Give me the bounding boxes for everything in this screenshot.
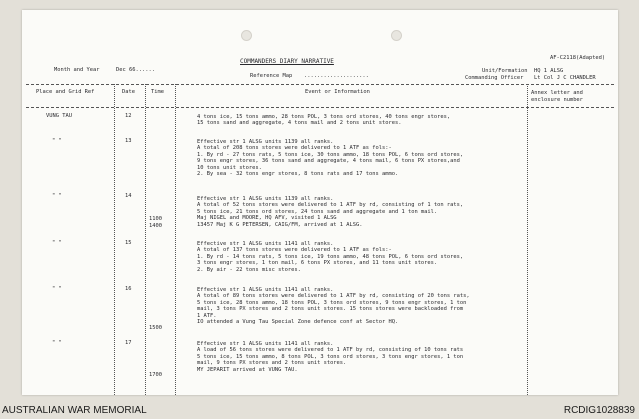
reference-map-label: Reference Map <box>250 73 293 79</box>
event-line: 15 tons sand and aggregate, 4 tons mail and 2 tons unit stores. <box>197 120 402 127</box>
row-date: 12 <box>125 113 132 119</box>
event-line: mail, 9 tons PX stores and 2 tons unit stores. <box>197 360 347 367</box>
archive-id: RCDIG1028839 <box>563 405 635 416</box>
event-line: Effective str 1 ALSG units 1139 all ranks. <box>197 139 334 145</box>
col-header-time: Time <box>151 89 164 95</box>
column-divider <box>175 84 176 395</box>
event-line: 3 tons engr stores, 1 ton mail, 6 tons PX stores, and 11 tons unit stores. <box>197 260 438 267</box>
event-line: 5 tons ice, 15 tons ammo, 8 tons POL, 3 tons ord stores, 3 tons engr stores, 1 ton <box>197 353 464 360</box>
row-date: 14 <box>125 193 132 199</box>
row-time: 1100 <box>149 216 162 222</box>
col-header-date: Date <box>122 89 135 95</box>
row-time: 1700 <box>149 372 162 378</box>
event-line: 2. By sea - 32 tons engr stores, 8 tons rats and 17 tons ammo. <box>197 171 399 178</box>
event-line: Effective str 1 ALSG units 1139 all ranks. <box>197 196 334 202</box>
row-place: " " <box>52 138 62 144</box>
document-page <box>22 10 618 395</box>
column-divider <box>145 84 146 395</box>
row-time: 1400 <box>149 223 162 229</box>
event-line: Effective str 1 ALSG units 1141 all ranks. <box>197 241 334 247</box>
event-line: 4 tons ice, 15 tons ammo, 28 tons POL, 3 tons ord stores, 40 tons engr stores, <box>197 114 451 120</box>
event-line: 5 tons ice, 28 tons ammo, 18 tons POL, 3 tons ord stores, 9 tons engr stores, 1 ton <box>197 299 467 306</box>
event-line: 13457 Maj K G PETERSEN, CAIG/FM, arrived at 1 ALSG. <box>197 221 363 228</box>
event-line: Maj NIGEL and MOORE, HQ AFV, visited 1 ALSG <box>197 215 337 222</box>
table-row <box>197 341 527 373</box>
col-header-place: Place and Grid Ref <box>36 89 95 95</box>
row-date: 16 <box>125 286 132 292</box>
event-line: 1. By rd - 14 tons rats, 5 tons ice, 19 tons ammo, 48 tons POL, 6 tons ord stores, <box>197 253 464 260</box>
row-place: " " <box>52 340 62 346</box>
row-date: 13 <box>125 138 132 144</box>
column-divider <box>114 84 115 395</box>
commanding-officer-label: Commanding Officer <box>465 75 524 81</box>
event-line: A total of 208 tons stores were delivered to 1 ATF as fols:- <box>197 145 392 152</box>
archive-footer <box>0 403 639 419</box>
table-row <box>197 241 527 273</box>
col-header-event: Event or Information <box>305 89 370 95</box>
event-line: 9 tons engr stores, 36 tons sand and aggregate, 4 tons mail, 6 tons PX stores,and <box>197 158 460 165</box>
table-row <box>197 114 527 127</box>
row-date: 17 <box>125 340 132 346</box>
row-place: " " <box>52 286 62 292</box>
table-row <box>197 287 527 325</box>
form-reference: AF-C2118(Adapted) <box>550 55 606 61</box>
table-row <box>197 139 527 177</box>
event-line: 1. By rd - 27 tons rats, 5 tons ice, 30 tons ammo, 18 tons POL, 6 tons ord stores, <box>197 151 464 158</box>
col-header-annex: Annex letter and enclosure number <box>531 90 583 103</box>
month-year-value: Dec 66...... <box>116 67 155 73</box>
event-line: 1 ATF. <box>197 312 217 319</box>
event-line: 2. By air - 22 tons misc stores. <box>197 266 301 273</box>
unit-value: HQ 1 ALSG <box>534 68 564 74</box>
event-line: A total of 89 tons stores were delivered to 1 ATF by rd, consisting of 20 tons rats, <box>197 293 470 300</box>
event-line: MY JEPARIT arrived at VUNG TAU. <box>197 366 298 373</box>
unit-label: Unit/Formation <box>482 68 528 74</box>
month-year-label: Month and Year <box>54 67 100 73</box>
reference-map-value: .................... <box>304 73 369 79</box>
table-row <box>197 196 527 228</box>
row-date: 15 <box>125 240 132 246</box>
column-divider <box>527 84 528 395</box>
event-line: 5 tons ice, 21 tons ord stores, 24 tons sand and aggregate and 1 ton mail. <box>197 208 438 215</box>
event-line: A total of 137 tons stores were delivered to 1 ATF as fols:- <box>197 247 392 254</box>
row-place: " " <box>52 193 62 199</box>
row-time: 1500 <box>149 325 162 331</box>
row-place: VUNG TAU <box>46 113 72 119</box>
event-line: Effective str 1 ALSG units 1141 all ranks. <box>197 287 334 293</box>
archive-name: AUSTRALIAN WAR MEMORIAL <box>2 405 147 416</box>
row-place: " " <box>52 240 62 246</box>
event-line: A load of 56 tons stores were delivered to 1 ATF by rd, consisting of 10 tons rats <box>197 347 464 354</box>
event-line: mail, 3 tons PX stores and 2 tons unit stores. 15 tons stores were backloaded from <box>197 306 464 313</box>
punch-hole <box>241 30 252 41</box>
punch-hole <box>391 30 402 41</box>
commanding-officer-value: Lt Col J C CHANDLER <box>534 75 596 81</box>
event-line: 10 tons unit stores. <box>197 164 262 171</box>
event-line: IO attended a Vung Tau Special Zone defence conf at Sector HQ. <box>197 319 399 326</box>
event-line: A total of 52 tons stores were delivered to 1 ATF by rd, consisting of 1 ton rats, <box>197 202 464 209</box>
event-line: Effective str 1 ALSG units 1141 all ranks. <box>197 341 334 347</box>
document-title: COMMANDERS DIARY NARRATIVE <box>240 58 334 65</box>
